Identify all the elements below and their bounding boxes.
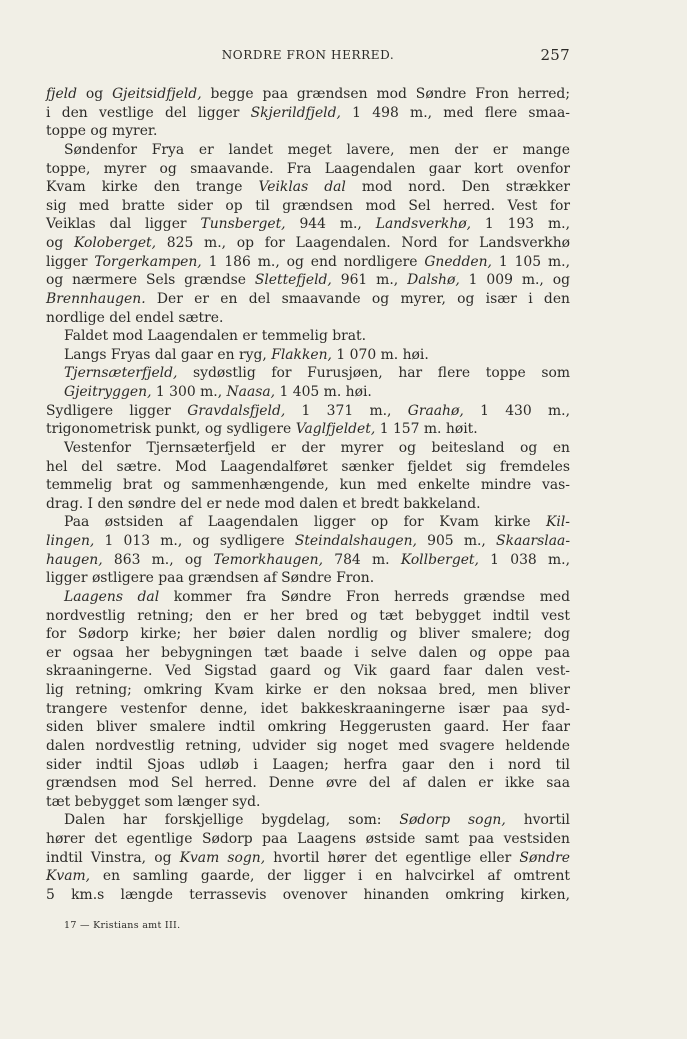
- running-head: NORDRE FRON HERRED.: [221, 48, 395, 62]
- text-run: trangere vestenfor denne, idet bakkeskraaningerne især paa syd-: [46, 700, 570, 717]
- place-name: Kvam,: [46, 868, 91, 885]
- text-run: 961 m.,: [331, 272, 408, 289]
- place-name: Laagens dal: [64, 588, 160, 605]
- text-run: toppe, myrer og smaavande. Fra Laagendalen gaar kort ovenfor: [46, 160, 570, 177]
- text-run: hel del sætre. Mod Laagendalføret sænker fjeldet sig fremdeles: [46, 458, 570, 475]
- text-line: [46, 495, 570, 514]
- text-run: 1 070 m. høi.: [331, 346, 429, 363]
- place-name: Graahø,: [407, 402, 464, 419]
- place-name: Landsverkhø,: [375, 216, 472, 233]
- text-run: nordvestlig retning; den er her bred og tæt bebygget indtil vest: [46, 607, 570, 624]
- text-run: 944 m.,: [285, 216, 376, 233]
- text-line: [46, 253, 570, 272]
- text-line: [46, 383, 570, 402]
- text-run: og: [77, 86, 113, 102]
- text-line: [46, 122, 570, 141]
- text-run: 905 m.,: [416, 533, 497, 549]
- text-line: [46, 197, 570, 216]
- text-line: [46, 774, 570, 793]
- text-run: sider indtil Sjoas udløb i Laagen; herfra gaar den i nord til: [46, 756, 570, 773]
- text-line: [46, 718, 570, 737]
- text-line: [46, 532, 570, 551]
- text-run: drag. I den søndre del er nede mod dalen et bredt bakkeland.: [46, 495, 481, 512]
- place-name: Torgerkampen,: [94, 253, 202, 270]
- text-run: ligger østligere paa grændsen af Søndre Fron.: [46, 570, 375, 587]
- text-line: [46, 867, 570, 886]
- place-name: Gravdalsfjeld,: [187, 402, 286, 419]
- text-run: 1 300 m.,: [151, 384, 227, 400]
- text-run: 1 371 m.,: [285, 402, 408, 419]
- text-line: [46, 811, 570, 830]
- text-line: [46, 402, 570, 421]
- text-line: [46, 346, 570, 365]
- text-run: 863 m., og: [102, 551, 214, 568]
- place-name: lingen,: [46, 533, 95, 549]
- text-run: Sydligere ligger: [46, 402, 188, 419]
- place-name: Steindalshaugen,: [294, 533, 417, 549]
- text-line: [46, 681, 570, 700]
- text-line: [46, 607, 570, 626]
- text-line: [46, 830, 570, 849]
- text-line: [46, 513, 570, 532]
- text-line: [46, 886, 570, 905]
- text-run: sig med bratte sider op til grændsen mod Sel herred. Vest for: [46, 197, 570, 214]
- text-run: lig retning; omkring Kvam kirke er den noksaa bred, men bliver: [46, 682, 570, 698]
- text-line: [46, 793, 570, 812]
- place-name: Gjeitsidfjeld,: [112, 86, 202, 102]
- text-line: [46, 700, 570, 719]
- text-run: 1 157 m. høit.: [375, 421, 478, 438]
- text-line: [46, 327, 570, 346]
- text-line: [46, 569, 570, 588]
- text-run: en samling gaarde, der ligger i en halvcirkel af omtrent: [90, 868, 570, 885]
- text-run: og nærmere Sels grændse: [46, 272, 255, 289]
- text-run: hvortil hører det egentlige eller: [265, 849, 520, 866]
- text-line: [46, 551, 570, 570]
- text-run: er ogsaa her bebygningen tæt baade i selve dalen og oppe paa: [46, 644, 570, 661]
- text-run: 1 105 m.,: [491, 253, 570, 270]
- text-run: dalen nordvestlig retning, udvider sig noget med svagere heldende: [46, 737, 570, 754]
- text-run: Dalen har forskjellige bygdelag, som:: [64, 812, 400, 829]
- text-line: [46, 476, 570, 495]
- text-run: Kvam kirke den trange: [46, 179, 259, 196]
- place-name: Brennhaugen.: [46, 290, 146, 307]
- text-line: [46, 234, 570, 253]
- page-number: 257: [540, 46, 570, 64]
- text-run: 1 009 m., og: [459, 272, 570, 289]
- place-name: Kil-: [546, 514, 570, 531]
- text-run: Veiklas dal ligger: [46, 216, 201, 233]
- text-line: [46, 178, 570, 197]
- text-run: 1 405 m. høi.: [275, 384, 372, 400]
- text-run: nordlige del endel sætre.: [46, 309, 224, 326]
- page-header: [46, 46, 570, 64]
- text-run: 1 038 m.,: [478, 551, 570, 568]
- text-run: Vestenfor Tjernsæterfjeld er der myrer og beitesland og en: [64, 439, 570, 456]
- text-line: [46, 420, 570, 439]
- text-run: sydøstlig for Furusjøen, har flere toppe som: [177, 365, 570, 382]
- text-run: Langs Fryas dal gaar en ryg,: [64, 346, 272, 363]
- text-line: [46, 737, 570, 756]
- text-line: [46, 458, 570, 477]
- body-text: [46, 85, 570, 905]
- text-run: 825 m., op for Laagendalen. Nord for Landsverkhø: [156, 235, 570, 251]
- text-run: og: [46, 235, 74, 251]
- place-name: Gjeitryggen,: [64, 384, 152, 400]
- text-line: [46, 588, 570, 607]
- text-line: [46, 160, 570, 179]
- place-name: Veiklas dal: [258, 179, 346, 196]
- text-run: mod nord. Den strækker: [345, 179, 570, 196]
- text-run: trigonometrisk punkt, og sydligere: [46, 421, 296, 438]
- text-run: Søndenfor Frya er landet meget lavere, men der er mange: [64, 141, 570, 158]
- text-line: [46, 625, 570, 644]
- text-line: [46, 104, 570, 123]
- text-line: [46, 271, 570, 290]
- text-run: 784 m.: [323, 551, 401, 568]
- text-run: toppe og myrer.: [46, 123, 158, 140]
- place-name: Temorkhaugen,: [213, 551, 324, 568]
- place-name: Skaarslaa-: [496, 533, 571, 549]
- place-name: Koloberget,: [74, 235, 157, 251]
- text-line: [46, 290, 570, 309]
- text-line: [46, 309, 570, 328]
- place-name: Kollberget,: [400, 551, 479, 568]
- text-run: hører det egentlige Sødorp paa Laagens østside samt paa vestsiden: [46, 831, 570, 847]
- place-name: Skjerildfjeld,: [250, 104, 341, 121]
- text-line: [46, 849, 570, 868]
- place-name: Vaglfjeldet,: [295, 421, 376, 438]
- text-line: [46, 439, 570, 458]
- text-run: 1 193 m.,: [471, 216, 570, 233]
- text-run: i den vestlige del ligger: [46, 104, 251, 121]
- place-name: Søndre: [519, 849, 570, 866]
- text-run: 1 013 m., og sydligere: [94, 533, 295, 549]
- text-run: grændsen mod Sel herred. Denne øvre del af dalen er ikke saa: [46, 775, 570, 792]
- text-line: [46, 756, 570, 775]
- text-run: indtil Vinstra, og: [46, 849, 180, 866]
- place-name: fjeld: [46, 86, 78, 102]
- place-name: Tunsberget,: [200, 216, 286, 233]
- text-run: siden bliver smalere indtil omkring Heggerusten gaard. Her faar: [46, 719, 570, 736]
- text-run: temmelig brat og sammenhængende, kun med enkelte mindre vas-: [46, 477, 570, 494]
- place-name: Slettefjeld,: [254, 272, 332, 289]
- place-name: Tjernsæterfjeld,: [64, 365, 178, 382]
- text-run: tæt bebygget som længer syd.: [46, 793, 261, 810]
- place-name: Kvam sogn,: [179, 849, 266, 866]
- text-run: skraaningerne. Ved Sigstad gaard og Vik gaard faar dalen vest-: [46, 663, 570, 680]
- text-run: 5 km.s længde terrassevis ovenover hinanden omkring kirken,: [46, 886, 570, 903]
- text-line: [46, 85, 570, 104]
- text-run: 1 186 m., og end nordligere: [201, 253, 425, 270]
- text-run: kommer fra Søndre Fron herreds grændse med: [159, 588, 570, 605]
- text-line: [46, 644, 570, 663]
- place-name: Dalshø,: [407, 272, 460, 289]
- place-name: Naasa,: [226, 384, 276, 400]
- text-line: [46, 141, 570, 160]
- place-name: haugen,: [46, 551, 103, 568]
- text-run: for Sødorp kirke; her bøier dalen nordlig og bliver smalere; dog: [46, 626, 570, 643]
- text-line: [46, 364, 570, 383]
- signature-mark: 17 — Kristians amt III.: [64, 920, 181, 931]
- text-run: hvortil: [505, 812, 570, 829]
- place-name: Flakken,: [271, 346, 332, 363]
- text-line: [46, 215, 570, 234]
- text-run: 1 498 m., med flere smaa-: [340, 104, 570, 121]
- place-name: Gnedden,: [424, 253, 492, 270]
- text-run: Der er en del smaavande og myrer, og især i den: [145, 290, 570, 307]
- text-line: [46, 662, 570, 681]
- text-run: 1 430 m.,: [463, 402, 570, 419]
- place-name: Sødorp sogn,: [399, 812, 506, 829]
- text-run: ligger: [46, 253, 95, 270]
- text-run: begge paa grændsen mod Søndre Fron herred;: [201, 86, 571, 102]
- text-run: Faldet mod Laagendalen er temmelig brat.: [64, 328, 367, 345]
- text-run: Paa østsiden af Laagendalen ligger op for Kvam kirke: [64, 514, 547, 531]
